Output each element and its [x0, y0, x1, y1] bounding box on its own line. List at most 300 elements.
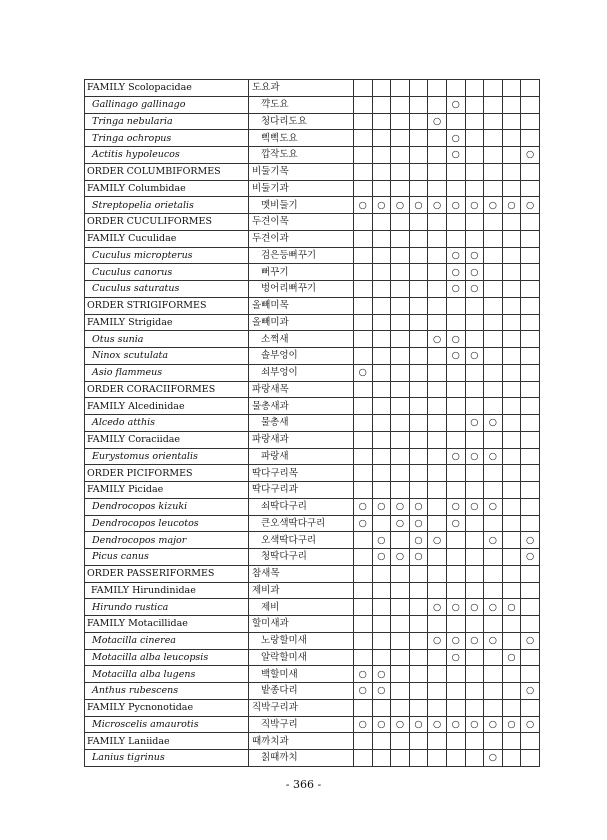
- empty-cell: [409, 465, 428, 482]
- order-name: ORDER COLUMBIFORMES: [85, 163, 249, 180]
- empty-cell: [446, 582, 465, 599]
- korean-name: 직박구리: [249, 716, 354, 733]
- occurrence-mark: ○: [465, 247, 484, 264]
- empty-cell: [521, 699, 540, 716]
- scientific-name: Hirundo rustica: [85, 599, 249, 616]
- empty-cell: [372, 80, 391, 97]
- empty-cell: [391, 415, 410, 432]
- empty-cell: [354, 599, 373, 616]
- occurrence-mark: ○: [465, 264, 484, 281]
- family-name: FAMILY Alcedinidae: [85, 398, 249, 415]
- empty-cell: [354, 381, 373, 398]
- empty-cell: [354, 415, 373, 432]
- scientific-name: Microscelis amaurotis: [85, 716, 249, 733]
- empty-cell: [428, 431, 447, 448]
- occurrence-mark: ○: [354, 716, 373, 733]
- empty-cell: [372, 381, 391, 398]
- korean-name: 꺅도요: [249, 96, 354, 113]
- empty-cell: [484, 683, 503, 700]
- table-row: [85, 247, 540, 264]
- empty-cell: [465, 683, 484, 700]
- empty-cell: [428, 96, 447, 113]
- table-row: [85, 750, 540, 767]
- empty-cell: [521, 616, 540, 633]
- empty-cell: [428, 482, 447, 499]
- scientific-name: Motacilla cinerea: [85, 632, 249, 649]
- empty-cell: [484, 214, 503, 231]
- empty-cell: [502, 532, 521, 549]
- empty-cell: [354, 281, 373, 298]
- empty-cell: [484, 616, 503, 633]
- empty-cell: [428, 180, 447, 197]
- occurrence-mark: ○: [372, 666, 391, 683]
- empty-cell: [391, 247, 410, 264]
- empty-cell: [521, 733, 540, 750]
- korean-name: 비둘기목: [249, 163, 354, 180]
- occurrence-mark: ○: [465, 415, 484, 432]
- empty-cell: [484, 130, 503, 147]
- family-name: FAMILY Coraciidae: [85, 431, 249, 448]
- empty-cell: [502, 482, 521, 499]
- empty-cell: [502, 264, 521, 281]
- family-name: FAMILY Cuculidae: [85, 230, 249, 247]
- empty-cell: [502, 549, 521, 566]
- scientific-name: Ninox scutulata: [85, 348, 249, 365]
- table-row: [85, 716, 540, 733]
- empty-cell: [521, 96, 540, 113]
- table-row: [85, 381, 540, 398]
- empty-cell: [409, 348, 428, 365]
- empty-cell: [354, 398, 373, 415]
- empty-cell: [484, 348, 503, 365]
- empty-cell: [502, 247, 521, 264]
- table-row: [85, 699, 540, 716]
- empty-cell: [521, 113, 540, 130]
- empty-cell: [521, 498, 540, 515]
- empty-cell: [391, 599, 410, 616]
- empty-cell: [484, 398, 503, 415]
- empty-cell: [354, 431, 373, 448]
- empty-cell: [502, 348, 521, 365]
- korean-name: 물총새: [249, 415, 354, 432]
- empty-cell: [391, 180, 410, 197]
- occurrence-mark: ○: [428, 532, 447, 549]
- empty-cell: [502, 314, 521, 331]
- empty-cell: [521, 348, 540, 365]
- empty-cell: [409, 297, 428, 314]
- korean-name: 파랑새: [249, 448, 354, 465]
- occurrence-mark: ○: [409, 498, 428, 515]
- empty-cell: [354, 733, 373, 750]
- occurrence-mark: ○: [446, 96, 465, 113]
- order-name: ORDER CORACIIFORMES: [85, 381, 249, 398]
- empty-cell: [372, 599, 391, 616]
- empty-cell: [354, 565, 373, 582]
- table-row: [85, 230, 540, 247]
- scientific-name: Tringa ochropus: [85, 130, 249, 147]
- empty-cell: [409, 582, 428, 599]
- empty-cell: [409, 699, 428, 716]
- empty-cell: [409, 80, 428, 97]
- species-checklist-table: [84, 79, 540, 767]
- empty-cell: [484, 331, 503, 348]
- empty-cell: [446, 163, 465, 180]
- empty-cell: [428, 582, 447, 599]
- scientific-name: Cuculus micropterus: [85, 247, 249, 264]
- table-row: [85, 549, 540, 566]
- empty-cell: [428, 381, 447, 398]
- scientific-name: Actitis hypoleucos: [85, 147, 249, 164]
- empty-cell: [354, 465, 373, 482]
- occurrence-mark: ○: [502, 599, 521, 616]
- empty-cell: [428, 666, 447, 683]
- empty-cell: [484, 465, 503, 482]
- empty-cell: [372, 415, 391, 432]
- scientific-name: Dendrocopos major: [85, 532, 249, 549]
- empty-cell: [428, 398, 447, 415]
- empty-cell: [372, 348, 391, 365]
- occurrence-mark: ○: [484, 632, 503, 649]
- empty-cell: [484, 666, 503, 683]
- empty-cell: [409, 130, 428, 147]
- empty-cell: [354, 180, 373, 197]
- empty-cell: [354, 549, 373, 566]
- empty-cell: [502, 364, 521, 381]
- page-number: - 366 -: [285, 778, 322, 791]
- empty-cell: [428, 415, 447, 432]
- empty-cell: [391, 331, 410, 348]
- table-row: [85, 465, 540, 482]
- empty-cell: [428, 214, 447, 231]
- occurrence-mark: ○: [521, 683, 540, 700]
- empty-cell: [354, 331, 373, 348]
- korean-name: 직박구리과: [249, 699, 354, 716]
- occurrence-mark: ○: [446, 331, 465, 348]
- empty-cell: [391, 465, 410, 482]
- korean-name: 노랑할미새: [249, 632, 354, 649]
- empty-cell: [428, 683, 447, 700]
- occurrence-mark: ○: [446, 716, 465, 733]
- occurrence-mark: ○: [354, 197, 373, 214]
- family-name: FAMILY Motacillidae: [85, 616, 249, 633]
- occurrence-mark: ○: [409, 515, 428, 532]
- empty-cell: [372, 281, 391, 298]
- empty-cell: [484, 582, 503, 599]
- empty-cell: [502, 431, 521, 448]
- empty-cell: [354, 750, 373, 767]
- table-row: [85, 96, 540, 113]
- empty-cell: [409, 482, 428, 499]
- empty-cell: [354, 649, 373, 666]
- empty-cell: [446, 699, 465, 716]
- korean-name: 청다리도요: [249, 113, 354, 130]
- occurrence-mark: ○: [465, 348, 484, 365]
- empty-cell: [465, 482, 484, 499]
- empty-cell: [391, 649, 410, 666]
- scientific-name: Eurystomus orientalis: [85, 448, 249, 465]
- table-row: [85, 80, 540, 97]
- table-row: [85, 130, 540, 147]
- scientific-name: Cuculus saturatus: [85, 281, 249, 298]
- occurrence-mark: ○: [354, 515, 373, 532]
- empty-cell: [409, 649, 428, 666]
- empty-cell: [428, 549, 447, 566]
- empty-cell: [391, 214, 410, 231]
- empty-cell: [428, 733, 447, 750]
- empty-cell: [354, 147, 373, 164]
- empty-cell: [502, 582, 521, 599]
- empty-cell: [502, 230, 521, 247]
- empty-cell: [409, 616, 428, 633]
- table-row: [85, 599, 540, 616]
- empty-cell: [354, 163, 373, 180]
- empty-cell: [372, 465, 391, 482]
- empty-cell: [465, 180, 484, 197]
- korean-name: 때까치과: [249, 733, 354, 750]
- empty-cell: [502, 683, 521, 700]
- empty-cell: [502, 616, 521, 633]
- empty-cell: [372, 130, 391, 147]
- empty-cell: [521, 364, 540, 381]
- empty-cell: [502, 381, 521, 398]
- empty-cell: [502, 130, 521, 147]
- empty-cell: [372, 264, 391, 281]
- korean-name: 큰오색딱다구리: [249, 515, 354, 532]
- table-row: [85, 666, 540, 683]
- order-name: ORDER CUCULIFORMES: [85, 214, 249, 231]
- empty-cell: [409, 364, 428, 381]
- korean-name: 깝작도요: [249, 147, 354, 164]
- occurrence-mark: ○: [446, 197, 465, 214]
- empty-cell: [521, 314, 540, 331]
- empty-cell: [428, 465, 447, 482]
- empty-cell: [391, 565, 410, 582]
- empty-cell: [409, 733, 428, 750]
- empty-cell: [409, 180, 428, 197]
- empty-cell: [409, 147, 428, 164]
- empty-cell: [502, 180, 521, 197]
- empty-cell: [465, 431, 484, 448]
- empty-cell: [391, 482, 410, 499]
- empty-cell: [372, 582, 391, 599]
- scientific-name: Streptopelia orietalis: [85, 197, 249, 214]
- empty-cell: [372, 180, 391, 197]
- korean-name: 두견이목: [249, 214, 354, 231]
- empty-cell: [502, 666, 521, 683]
- korean-name: 참새목: [249, 565, 354, 582]
- occurrence-mark: ○: [428, 599, 447, 616]
- empty-cell: [502, 80, 521, 97]
- empty-cell: [446, 683, 465, 700]
- empty-cell: [409, 599, 428, 616]
- empty-cell: [428, 247, 447, 264]
- empty-cell: [446, 398, 465, 415]
- empty-cell: [409, 230, 428, 247]
- occurrence-mark: ○: [391, 498, 410, 515]
- empty-cell: [409, 448, 428, 465]
- empty-cell: [465, 113, 484, 130]
- empty-cell: [484, 297, 503, 314]
- empty-cell: [372, 364, 391, 381]
- table-row: [85, 281, 540, 298]
- empty-cell: [354, 348, 373, 365]
- empty-cell: [409, 281, 428, 298]
- empty-cell: [502, 750, 521, 767]
- empty-cell: [391, 582, 410, 599]
- table-row: [85, 733, 540, 750]
- korean-name: 도요과: [249, 80, 354, 97]
- empty-cell: [484, 733, 503, 750]
- empty-cell: [465, 364, 484, 381]
- empty-cell: [372, 398, 391, 415]
- korean-name: 삑삑도요: [249, 130, 354, 147]
- empty-cell: [428, 297, 447, 314]
- empty-cell: [484, 381, 503, 398]
- empty-cell: [465, 297, 484, 314]
- scientific-name: Asio flammeus: [85, 364, 249, 381]
- korean-name: 딱다구리목: [249, 465, 354, 482]
- empty-cell: [372, 431, 391, 448]
- table-row: [85, 582, 540, 599]
- table-row: [85, 314, 540, 331]
- empty-cell: [354, 482, 373, 499]
- empty-cell: [354, 632, 373, 649]
- korean-name: 청딱다구리: [249, 549, 354, 566]
- occurrence-mark: ○: [446, 515, 465, 532]
- empty-cell: [521, 331, 540, 348]
- empty-cell: [465, 549, 484, 566]
- empty-cell: [391, 632, 410, 649]
- order-name: ORDER PASSERIFORMES: [85, 565, 249, 582]
- empty-cell: [521, 281, 540, 298]
- empty-cell: [521, 264, 540, 281]
- empty-cell: [409, 398, 428, 415]
- scientific-name: Cuculus canorus: [85, 264, 249, 281]
- occurrence-mark: ○: [465, 197, 484, 214]
- korean-name: 멧비둘기: [249, 197, 354, 214]
- empty-cell: [484, 163, 503, 180]
- occurrence-mark: ○: [465, 498, 484, 515]
- korean-name: 알락할미새: [249, 649, 354, 666]
- empty-cell: [372, 649, 391, 666]
- occurrence-mark: ○: [354, 683, 373, 700]
- occurrence-mark: ○: [354, 498, 373, 515]
- table-row: [85, 348, 540, 365]
- occurrence-mark: ○: [372, 532, 391, 549]
- occurrence-mark: ○: [465, 632, 484, 649]
- occurrence-mark: ○: [446, 281, 465, 298]
- empty-cell: [502, 565, 521, 582]
- empty-cell: [465, 214, 484, 231]
- empty-cell: [484, 230, 503, 247]
- empty-cell: [521, 230, 540, 247]
- occurrence-mark: ○: [465, 281, 484, 298]
- occurrence-mark: ○: [502, 197, 521, 214]
- empty-cell: [465, 163, 484, 180]
- empty-cell: [446, 415, 465, 432]
- occurrence-mark: ○: [484, 448, 503, 465]
- empty-cell: [521, 431, 540, 448]
- empty-cell: [428, 750, 447, 767]
- empty-cell: [446, 314, 465, 331]
- empty-cell: [446, 431, 465, 448]
- empty-cell: [465, 398, 484, 415]
- empty-cell: [465, 666, 484, 683]
- occurrence-mark: ○: [446, 649, 465, 666]
- occurrence-mark: ○: [446, 247, 465, 264]
- empty-cell: [465, 565, 484, 582]
- empty-cell: [372, 699, 391, 716]
- empty-cell: [502, 297, 521, 314]
- occurrence-mark: ○: [391, 515, 410, 532]
- empty-cell: [391, 96, 410, 113]
- empty-cell: [521, 599, 540, 616]
- empty-cell: [521, 214, 540, 231]
- empty-cell: [409, 565, 428, 582]
- scientific-name: Motacilla alba lugens: [85, 666, 249, 683]
- table-row: [85, 448, 540, 465]
- table-row: [85, 180, 540, 197]
- empty-cell: [409, 314, 428, 331]
- korean-name: 할미새과: [249, 616, 354, 633]
- empty-cell: [391, 314, 410, 331]
- occurrence-mark: ○: [484, 716, 503, 733]
- empty-cell: [521, 482, 540, 499]
- occurrence-mark: ○: [484, 532, 503, 549]
- occurrence-mark: ○: [521, 549, 540, 566]
- empty-cell: [409, 683, 428, 700]
- empty-cell: [521, 297, 540, 314]
- occurrence-mark: ○: [502, 649, 521, 666]
- table-row: [85, 415, 540, 432]
- empty-cell: [484, 80, 503, 97]
- family-name: FAMILY Scolopacidae: [85, 80, 249, 97]
- occurrence-mark: ○: [446, 147, 465, 164]
- empty-cell: [465, 96, 484, 113]
- empty-cell: [372, 616, 391, 633]
- empty-cell: [465, 130, 484, 147]
- empty-cell: [372, 515, 391, 532]
- scientific-name: Gallinago gallinago: [85, 96, 249, 113]
- empty-cell: [446, 733, 465, 750]
- empty-cell: [465, 80, 484, 97]
- empty-cell: [372, 565, 391, 582]
- empty-cell: [465, 147, 484, 164]
- empty-cell: [409, 632, 428, 649]
- empty-cell: [465, 381, 484, 398]
- korean-name: 백할미새: [249, 666, 354, 683]
- empty-cell: [484, 699, 503, 716]
- scientific-name: Picus canus: [85, 549, 249, 566]
- empty-cell: [391, 431, 410, 448]
- empty-cell: [372, 96, 391, 113]
- empty-cell: [465, 750, 484, 767]
- empty-cell: [521, 163, 540, 180]
- korean-name: 파랑새과: [249, 431, 354, 448]
- empty-cell: [502, 415, 521, 432]
- empty-cell: [465, 649, 484, 666]
- empty-cell: [391, 230, 410, 247]
- occurrence-mark: ○: [484, 197, 503, 214]
- empty-cell: [409, 381, 428, 398]
- table-row: [85, 197, 540, 214]
- occurrence-mark: ○: [484, 750, 503, 767]
- empty-cell: [372, 113, 391, 130]
- korean-name: 두견이과: [249, 230, 354, 247]
- empty-cell: [465, 331, 484, 348]
- table-row: [85, 683, 540, 700]
- empty-cell: [372, 331, 391, 348]
